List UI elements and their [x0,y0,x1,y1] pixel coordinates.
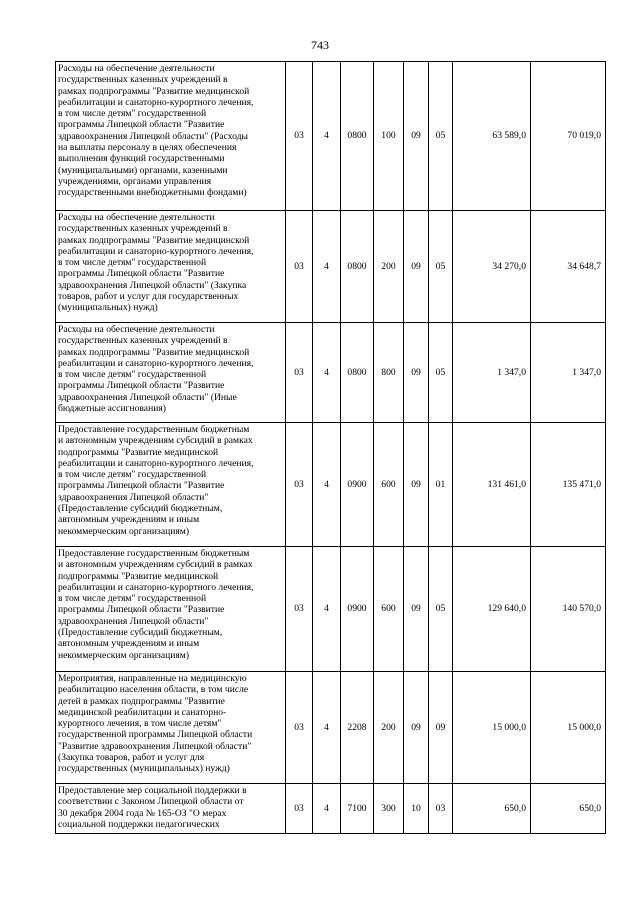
table-row [56,62,606,211]
direction-code: 2208 [341,672,374,784]
amount-first-year: 63 589,0 [453,62,531,211]
subsection-code: 05 [429,323,453,423]
amount-second-year: 34 648,7 [531,211,606,323]
subprogram-code: 4 [313,423,341,547]
subprogram-code: 4 [313,784,341,834]
row-description: Расходы на обеспечение деятельности государственных казенных учреждений в рамках подпрограммы "Развитие медицинской реабилитации и санаторно-курортного лечения, в том числе детям" государственной программы Липецкой области "Развитие здравоохранения Липецкой области" (Иные бюджетные ассигнования) [56,323,286,423]
page-number: 743 [311,38,329,52]
program-code: 03 [286,547,313,672]
row-description: Расходы на обеспечение деятельности государственных казенных учреждений в рамках подпрограммы "Развитие медицинской реабилитации и санаторно-курортного лечения, в том числе детям" государственной программы Липецкой области "Развитие здравоохранения Липецкой области" (Расходы на выплаты персоналу в целях обеспечения выполнения функций государственными (муниципальными) органами, казенными учреждениями, органами управления государственными внебюджетными фондами) [56,62,286,211]
table-row [56,672,606,784]
section-code: 10 [404,784,429,834]
section-code: 09 [404,547,429,672]
amount-first-year: 34 270,0 [453,211,531,323]
table-row [56,547,606,672]
expense-type-code: 200 [374,211,404,323]
amount-second-year: 15 000,0 [531,672,606,784]
program-code: 03 [286,323,313,423]
subsection-code: 09 [429,672,453,784]
section-code: 09 [404,323,429,423]
subprogram-code: 4 [313,323,341,423]
direction-code: 7100 [341,784,374,834]
subprogram-code: 4 [313,211,341,323]
table-row [56,784,606,834]
amount-first-year: 1 347,0 [453,323,531,423]
program-code: 03 [286,211,313,323]
subsection-code: 05 [429,211,453,323]
row-description: Мероприятия, направленные на медицинскую реабилитацию населения области, в том числе детей в рамках подпрограммы "Развитие медицинской реабилитации и санаторно- курортного лечения, в том числе детям" государственной программы Липецкой области "Развитие здравоохранения Липецкой области" (Закупка товаров, работ и услуг для государственных (муниципальных) нужд) [56,672,286,784]
subsection-code: 05 [429,62,453,211]
section-code: 09 [404,62,429,211]
expense-type-code: 600 [374,547,404,672]
amount-first-year: 129 640,0 [453,547,531,672]
amount-first-year: 15 000,0 [453,672,531,784]
table-row [56,423,606,547]
program-code: 03 [286,672,313,784]
table-row [56,323,606,423]
subprogram-code: 4 [313,672,341,784]
direction-code: 0900 [341,423,374,547]
row-description: Предоставление мер социальной поддержки в соответствии с Законом Липецкой области от 30 декабря 2004 года № 165-ОЗ "О мерах социальной поддержки педагогических [56,784,286,834]
section-code: 09 [404,672,429,784]
program-code: 03 [286,423,313,547]
expense-type-code: 200 [374,672,404,784]
program-code: 03 [286,62,313,211]
amount-second-year: 650,0 [531,784,606,834]
amount-second-year: 1 347,0 [531,323,606,423]
amount-second-year: 140 570,0 [531,547,606,672]
expense-type-code: 600 [374,423,404,547]
table-row [56,211,606,323]
section-code: 09 [404,211,429,323]
direction-code: 0800 [341,323,374,423]
row-description: Предоставление государственным бюджетным и автономным учреждениям субсидий в рамках подпрограммы "Развитие медицинской реабилитации и санаторно-курортного лечения, в том числе детям" государственной программы Липецкой области "Развитие здравоохранения Липецкой области" (Предоставление субсидий бюджетным, автономным учреждениям и иным некоммерческим организациям) [56,547,286,672]
amount-first-year: 650,0 [453,784,531,834]
program-code: 03 [286,784,313,834]
amount-second-year: 70 019,0 [531,62,606,211]
section-code: 09 [404,423,429,547]
amount-first-year: 131 461,0 [453,423,531,547]
subsection-code: 05 [429,547,453,672]
expense-type-code: 100 [374,62,404,211]
subprogram-code: 4 [313,547,341,672]
direction-code: 0900 [341,547,374,672]
expense-type-code: 800 [374,323,404,423]
expense-type-code: 300 [374,784,404,834]
row-description: Предоставление государственным бюджетным и автономным учреждениям субсидий в рамках подпрограммы "Развитие медицинской реабилитации и санаторно-курортного лечения, в том числе детям" государственной программы Липецкой области "Развитие здравоохранения Липецкой области" (Предоставление субсидий бюджетным, автономным учреждениям и иным некоммерческим организациям) [56,423,286,547]
subsection-code: 01 [429,423,453,547]
amount-second-year: 135 471,0 [531,423,606,547]
direction-code: 0800 [341,211,374,323]
budget-table [55,61,606,834]
row-description: Расходы на обеспечение деятельности государственных казенных учреждений в рамках подпрограммы "Развитие медицинской реабилитации и санаторно-курортного лечения, в том числе детям" государственной программы Липецкой области "Развитие здравоохранения Липецкой области" (Закупка товаров, работ и услуг для государственных (муниципальных) нужд) [56,211,286,323]
subsection-code: 03 [429,784,453,834]
subprogram-code: 4 [313,62,341,211]
direction-code: 0800 [341,62,374,211]
